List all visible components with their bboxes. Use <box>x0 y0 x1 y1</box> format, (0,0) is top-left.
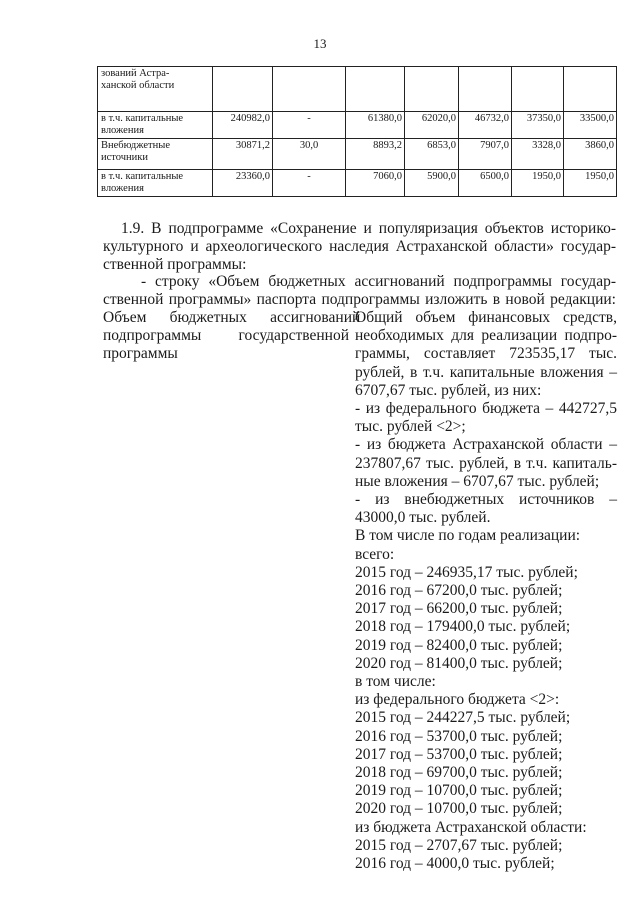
text-line: Общий объем финансовых средств, <box>355 309 617 326</box>
text-line: рублей, в т.ч. капитальные вложения – <box>355 363 617 381</box>
text-line: 2016 год – 67200,0 тыс. рублей; <box>355 582 563 600</box>
table-cell: 6853,0 <box>405 139 459 170</box>
passport-row-value <box>355 309 617 873</box>
text-line: 2017 год – 66200,0 тыс. рублей; <box>355 600 563 618</box>
table-cell: 5900,0 <box>405 170 459 197</box>
passport-row-label <box>103 309 361 364</box>
text-line: 2016 год – 4000,0 тыс. рублей; <box>355 855 555 873</box>
text-line: 2018 год – 69700,0 тыс. рублей; <box>355 764 563 782</box>
table-cell: - <box>273 112 346 139</box>
table-cell <box>459 67 512 112</box>
table-cell <box>512 67 564 112</box>
table-cell: 7907,0 <box>459 139 512 170</box>
label-line: вложения <box>101 183 144 194</box>
text-line: тыс. рублей <2>; <box>355 418 466 436</box>
text-line: - из бюджета Астраханской области – <box>355 436 617 454</box>
row-label <box>98 112 213 139</box>
table-cell: 30,0 <box>273 139 346 170</box>
text-line: в том числе: <box>355 673 436 691</box>
text-line: 2020 год – 81400,0 тыс. рублей; <box>355 654 563 672</box>
table-cell: 3860,0 <box>564 139 617 170</box>
text-line: ственной программы: <box>103 256 247 274</box>
text-line: граммы, составляет 723535,17 тыс. <box>355 345 617 363</box>
text-line: культурного и археологического наследия Астраханской области» государ- <box>103 238 616 256</box>
label-line: источники <box>101 152 148 163</box>
table-cell <box>213 67 273 112</box>
table-cell <box>564 67 617 112</box>
text-line: Объем бюджетных ассигнований <box>103 309 361 326</box>
text-line: 2015 год – 246935,17 тыс. рублей; <box>355 563 578 581</box>
table-cell: - <box>273 170 346 197</box>
row-label <box>98 170 213 197</box>
label-line: зований Астра- <box>101 68 170 79</box>
text-line: 2020 год – 10700,0 тыс. рублей; <box>355 800 563 818</box>
table-cell: 62020,0 <box>405 112 459 139</box>
text-line: 2018 год – 179400,0 тыс. рублей; <box>355 618 571 636</box>
table-cell: 61380,0 <box>346 112 405 139</box>
text-line: ственной программы» паспорта подпрограммы изложить в новой редакции: <box>103 291 616 309</box>
text-line: 2015 год – 2707,67 тыс. рублей; <box>355 836 563 854</box>
table-cell: 46732,0 <box>459 112 512 139</box>
table-cell: 7060,0 <box>346 170 405 197</box>
table-cell: 1950,0 <box>512 170 564 197</box>
text-line: - строку «Объем бюджетных ассигнований подпрограммы государ- <box>141 273 616 290</box>
label-line: в т.ч. капитальные <box>101 113 184 124</box>
table-cell: 30871,2 <box>213 139 273 170</box>
text-line: 1.9. В подпрограмме «Сохранение и популяризация объектов историко- <box>121 220 616 237</box>
table-row <box>98 170 617 197</box>
text-line: 43000,0 тыс. рублей. <box>355 509 491 527</box>
text-line: 6707,67 тыс. рублей, из них: <box>355 381 542 399</box>
text-line: - из внебюджетных источников – <box>355 491 617 509</box>
text-line: из федерального бюджета <2>: <box>355 691 560 709</box>
table-row <box>98 67 617 112</box>
table-cell: 240982,0 <box>213 112 273 139</box>
label-line: вложения <box>101 125 144 136</box>
label-line: Внебюджетные <box>101 140 170 151</box>
text-line: 2017 год – 53700,0 тыс. рублей; <box>355 745 563 763</box>
table-cell <box>273 67 346 112</box>
table-cell: 6500,0 <box>459 170 512 197</box>
row-label <box>98 139 213 170</box>
table-cell: 33500,0 <box>564 112 617 139</box>
text-line: ные вложения – 6707,67 тыс. рублей; <box>355 472 600 490</box>
table-row <box>98 139 617 170</box>
text-line: необходимых для реализации подпро- <box>355 327 617 345</box>
text-line: В том числе по годам реализации: <box>355 527 581 545</box>
text-line: программы <box>103 345 178 363</box>
text-line: 2015 год – 244227,5 тыс. рублей; <box>355 709 571 727</box>
text-line: 2019 год – 82400,0 тыс. рублей; <box>355 636 563 654</box>
table-cell <box>405 67 459 112</box>
table-cell: 23360,0 <box>213 170 273 197</box>
text-line: 2016 год – 53700,0 тыс. рублей; <box>355 727 563 745</box>
text-line: подпрограммы государственной <box>103 327 349 345</box>
page-number: 13 <box>313 36 327 51</box>
paragraph-1-9 <box>103 220 616 275</box>
table-cell: 8893,2 <box>346 139 405 170</box>
table-cell <box>346 67 405 112</box>
label-line: в т.ч. капитальные <box>101 171 184 182</box>
table-cell: 37350,0 <box>512 112 564 139</box>
row-label <box>98 67 213 112</box>
table-row <box>98 112 617 139</box>
text-line: всего: <box>355 545 395 563</box>
funding-table <box>97 66 617 197</box>
text-line: - из федерального бюджета – 442727,5 <box>355 400 617 418</box>
table-cell: 3328,0 <box>512 139 564 170</box>
text-line: из бюджета Астраханской области: <box>355 818 587 836</box>
paragraph-amendment <box>103 273 616 309</box>
table-cell: 1950,0 <box>564 170 617 197</box>
text-line: 2019 год – 10700,0 тыс. рублей; <box>355 782 563 800</box>
label-line: ханской области <box>101 80 175 91</box>
text-line: 237807,67 тыс. рублей, в т.ч. капиталь- <box>355 454 617 472</box>
